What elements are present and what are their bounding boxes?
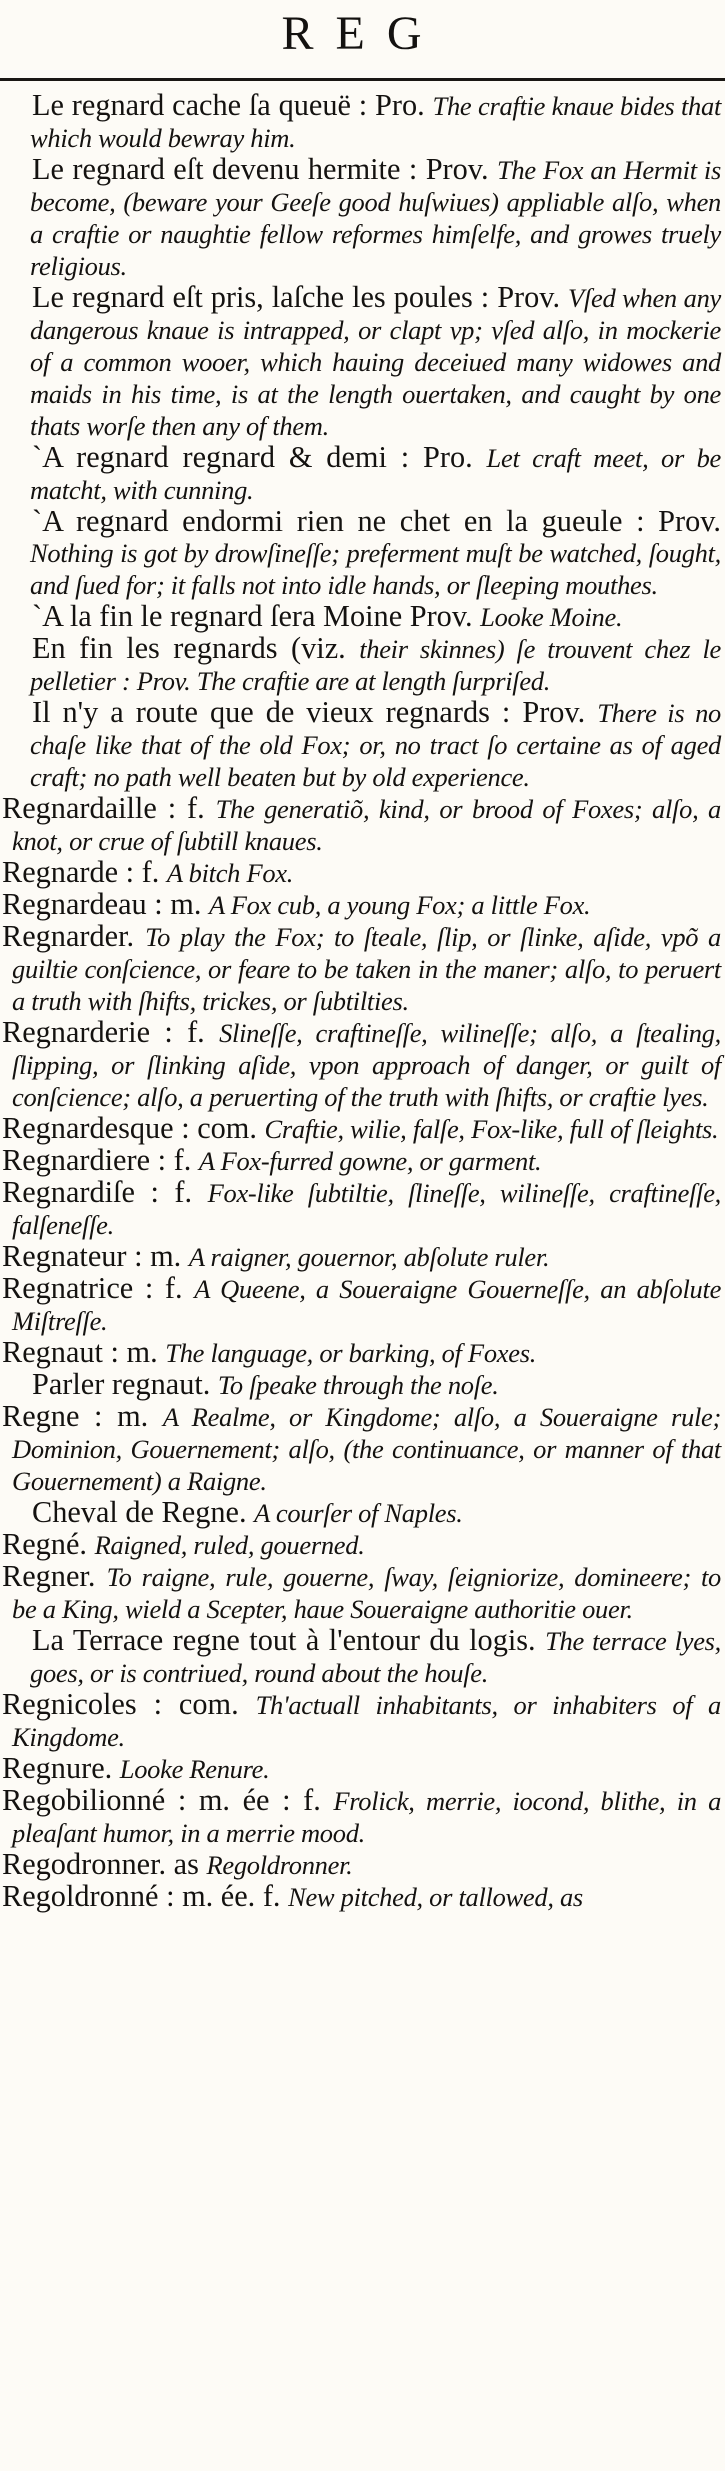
entry-grammar: : Pro. [400, 440, 473, 474]
entry-grammar: : Prov. [480, 280, 561, 314]
dictionary-subentry [0, 154, 725, 282]
entry-headword: Cheval de Regne. [32, 1495, 247, 1529]
entry-headword: Regnardeau [2, 887, 147, 921]
entry-grammar: : m. [134, 1239, 182, 1273]
entry-grammar: : f. [167, 791, 205, 825]
dictionary-subentry [0, 282, 725, 442]
entry-headword: Regné. [2, 1527, 87, 1561]
entry-headword: Regnardiſe [2, 1175, 135, 1209]
page-header [0, 0, 725, 88]
dictionary-subentry [0, 90, 725, 154]
dictionary-entry [0, 1849, 725, 1881]
dictionary-entry [0, 1881, 725, 1913]
entry-definition: Th'actuall inhabitants, or inhabiters of a Kingdome. [12, 1690, 721, 1752]
entry-definition: The generatiõ, kind, or brood of Foxes; alſo, a knot, or crue of ſubtill knaues. [12, 794, 721, 856]
dictionary-entry [0, 921, 725, 1017]
entry-definition: Frolick, merrie, iocond, blithe, in a pleaſant humor, in a merrie mood. [12, 1786, 722, 1848]
entry-definition: To raigne, rule, gouerne, ſway, ſeigniorize, domineere; to be a King, wield a Scepter, haue Soueraigne authoritie ouer. [12, 1562, 722, 1624]
entry-definition: Nothing is got by drowſineſſe; preferment muſt be watched, ſought, and ſued for; it falls not into idle hands, or ſleeping mouthes. [30, 538, 721, 600]
entry-headword: Regnatrice [2, 1271, 134, 1305]
dictionary-subentry [0, 442, 725, 506]
entry-headword: Le regnard cache ſa queuë [32, 88, 351, 122]
entry-headword: Regnarderie [2, 1015, 151, 1049]
entry-headword: Regner. [2, 1559, 96, 1593]
entry-definition: The language, or barking, of Foxes. [165, 1338, 537, 1368]
entry-grammar: : m. [110, 1335, 158, 1369]
entry-definition: A raigner, gouernor, abſolute ruler. [188, 1242, 550, 1272]
entry-grammar: : f. [144, 1271, 183, 1305]
entry-headword: Regobilionné [2, 1783, 166, 1817]
dictionary-subentry [0, 506, 725, 601]
dictionary-entry [0, 793, 725, 857]
entry-headword: `A regnard regnard & demi [32, 440, 387, 474]
dictionary-entry [0, 857, 725, 889]
entry-headword: Regnardesque [2, 1111, 174, 1145]
entry-grammar: as [173, 1847, 199, 1881]
entry-grammar: : m. ée : f. [177, 1783, 321, 1817]
entry-headword: `A la fin le regnard ſera Moine [32, 599, 403, 633]
entry-headword: `A regnard endormi rien ne chet en la gueule [32, 504, 623, 538]
entry-definition: To ſpeake through the noſe. [217, 1370, 499, 1400]
entry-grammar: : Prov. [636, 504, 722, 538]
entry-headword: Regodronner. [2, 1847, 167, 1881]
entry-definition: The terrace lyes, goes, or is contriued, round about the houſe. [30, 1626, 722, 1688]
dictionary-entry [0, 1017, 725, 1113]
dictionary-subentry [0, 1497, 725, 1529]
entry-headword: Il n'y a route que de vieux regnards [32, 695, 490, 729]
entry-definition: A Fox-furred gowne, or garment. [198, 1146, 542, 1176]
entry-grammar: : Prov. [408, 152, 489, 186]
dictionary-entry [0, 1401, 725, 1497]
entry-headword: Parler regnaut. [32, 1367, 211, 1401]
entry-definition: their skinnes) ſe trouvent chez le pelletier : Prov. The craftie are at length ſurpriſed. [30, 634, 722, 696]
entry-grammar: : f. [157, 1143, 192, 1177]
entry-grammar: : Prov. [501, 695, 586, 729]
entry-headword: Le regnard eſt pris, laſche les poules [32, 280, 473, 314]
entry-grammar: : f. [125, 855, 160, 889]
entry-definition: Vſed when any dangerous knaue is intrapped, or clapt vp; vſed alſo, in mockerie of a common wooer, which hauing deceiued many widowes and maids in his time, is at the length ouertaken, and caught by one thats worſe then any of them. [30, 283, 721, 441]
entry-grammar: : f. [150, 1175, 193, 1209]
entry-definition: A courſer of Naples. [254, 1498, 463, 1528]
entry-grammar: : m. [94, 1399, 149, 1433]
entry-grammar: Prov. [409, 599, 473, 633]
entry-headword: Regnarder. [2, 919, 135, 953]
dictionary-entry [0, 1529, 725, 1561]
entry-definition: A Queene, a Soueraigne Gouerneſſe, an abſolute Miſtreſſe. [12, 1274, 722, 1336]
entry-definition: Looke Moine. [480, 602, 623, 632]
entry-definition: Fox-like ſubtiltie, ſlineſſe, wilineſſe, craftineſſe, falſeneſſe. [12, 1178, 722, 1240]
entry-definition: The craftie knaue bides that which would bewray him. [30, 91, 722, 153]
entry-definition: There is no chaſe like that of the old Fox; or, no tract ſo certaine as of aged craft; no path well beaten but by old experience. [30, 698, 722, 792]
entry-headword: Regoldronné [2, 1879, 159, 1913]
dictionary-entry [0, 1145, 725, 1177]
entry-grammar: : Pro. [358, 88, 425, 122]
entry-grammar: : com. [153, 1687, 239, 1721]
running-head: REG [281, 7, 444, 60]
dictionary-entry [0, 1337, 725, 1369]
entry-definition: A bitch Fox. [166, 858, 294, 888]
entry-headword: Regnardaille [2, 791, 157, 825]
dictionary-subentry [0, 633, 725, 697]
dictionary-subentry [0, 697, 725, 793]
entry-grammar: : m. [154, 887, 202, 921]
dictionary-entries [0, 90, 725, 1913]
header-rule [0, 78, 725, 81]
entry-headword: Regnateur [2, 1239, 127, 1273]
dictionary-entry [0, 1273, 725, 1337]
entry-definition: To play the Fox; to ſteale, ſlip, or ſlinke, aſide, vpõ a guiltie conſcience, or feare to be taken in the maner; alſo, to peruert a truth with ſhifts, trickes, or ſubtilties. [12, 922, 722, 1016]
entry-definition: Let craft meet, or be matcht, with cunning. [30, 443, 721, 505]
entry-definition: New pitched, or tallowed, as [288, 1882, 583, 1912]
entry-definition: Slineſſe, craftineſſe, wilineſſe; alſo, a ſtealing, ſlipping, or ſlinking aſide, vpon approach of danger, or guilt of conſcience; alſo, a peruerting of the truth with ſhifts, or craftie lyes. [12, 1018, 721, 1112]
dictionary-subentry [0, 601, 725, 633]
entry-headword: Regnicoles [2, 1687, 137, 1721]
entry-grammar: : com. [181, 1111, 257, 1145]
entry-definition: Regoldronner. [206, 1850, 353, 1880]
dictionary-entry [0, 889, 725, 921]
dictionary-subentry [0, 1369, 725, 1401]
entry-definition: Looke Renure. [119, 1754, 270, 1784]
dictionary-entry [0, 1113, 725, 1145]
entry-headword: Regnure. [2, 1751, 113, 1785]
entry-grammar: : f. [164, 1015, 205, 1049]
dictionary-entry [0, 1753, 725, 1785]
dictionary-entry [0, 1689, 725, 1753]
entry-headword: Regnardiere [2, 1143, 151, 1177]
dictionary-entry [0, 1561, 725, 1625]
entry-definition: A Fox cub, a young Fox; a little Fox. [208, 890, 591, 920]
entry-definition: The Fox an Hermit is become, (beware your Geeſe good huſwiues) appliable alſo, when a craftie or naughtie fellow reformes himſelfe, and growes truely religious. [30, 155, 722, 281]
entry-definition: Raigned, ruled, gouerned. [94, 1530, 365, 1560]
entry-definition: Craftie, wilie, falſe, Fox-like, full of ſleights. [264, 1114, 719, 1144]
dictionary-entry [0, 1177, 725, 1241]
entry-grammar: : m. ée. f. [166, 1879, 281, 1913]
entry-headword: Le regnard eſt devenu hermite [32, 152, 401, 186]
entry-headword: La Terrace regne tout à l'entour du logis. [32, 1623, 536, 1657]
dictionary-entry [0, 1241, 725, 1273]
entry-headword: Regne [2, 1399, 80, 1433]
entry-headword: Regnaut [2, 1335, 103, 1369]
dictionary-entry [0, 1785, 725, 1849]
entry-headword: En fin les regnards (viz. [32, 631, 346, 665]
entry-headword: Regnarde [2, 855, 119, 889]
dictionary-subentry [0, 1625, 725, 1689]
entry-definition: A Realme, or Kingdome; alſo, a Soueraigne rule; Dominion, Gouernement; alſo, (the continuance, or manner of that Gouernement) a Raigne. [12, 1402, 722, 1496]
